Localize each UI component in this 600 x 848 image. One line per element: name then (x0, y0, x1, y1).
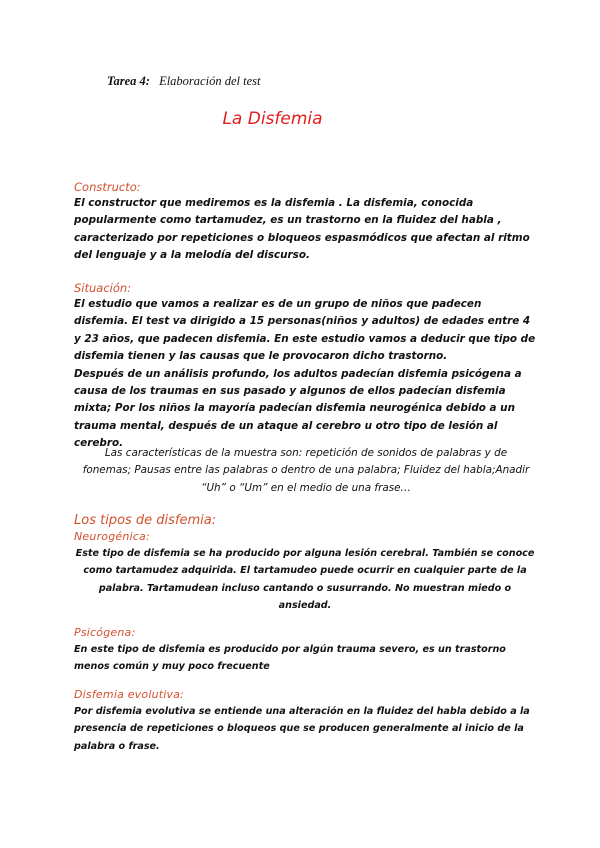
task-label: Tarea 4: (107, 74, 150, 88)
neurogenica-text (74, 545, 536, 615)
constructo-text (74, 195, 536, 265)
task-header (107, 74, 260, 89)
situacion-characteristics (80, 445, 532, 497)
tipos-heading: Los tipos de disfemia: (74, 513, 217, 528)
psicogena-paragraph: En este tipo de disfemia es producido por algún trauma severo, es un trastorno menos común y muy poco frecuente (74, 644, 506, 673)
neurogenica-paragraph: Este tipo de disfemia se ha producido por alguna lesión cerebral. También se conoce como tartamudez adquirida. El tartamudeo puede ocurrir en cualquier parte de la palabra. Tartamudean incluso cantando o susurrando. No muestran miedo o ansiedad. (75, 548, 535, 612)
task-title: Elaboración del test (159, 74, 261, 88)
neurogenica-heading: Neurogénica: (74, 530, 150, 543)
constructo-heading: Constructo: (74, 180, 141, 194)
psicogena-heading: Psicógena: (74, 626, 136, 639)
document-title: La Disfemia (222, 109, 323, 129)
constructo-paragraph: El constructor que mediremos es la disfemia . La disfemia, conocida popularmente como tartamudez, es un trastorno en la fluidez del habla , caracterizado por repeticiones o bloqueos espasmódicos que afectan al ritmo del lenguaje y a la melodía del discurso. (74, 197, 530, 262)
situacion-paragraph-1: El estudio que vamos a realizar es de un grupo de niños que padecen disfemia. El test va dirigido a 15 personas(niños y adultos) de edades entre 4 y 23 años, que padecen disfemia. En este estudio vamos a deducir que tipo de disfemia tienen y las causas que le provocaron dicho trastorno. (74, 298, 536, 363)
situacion-paragraph-2: Después de un análisis profundo, los adultos padecían disfemia psicógena a causa de los traumas en sus pasado y algunos de ellos padecían disfemia mixta; Por los niños la mayoría padecían disfemia neurogénica debido a un trauma mental, después de un ataque al cerebro u otro tipo de lesión al cerebro. (74, 367, 522, 450)
evolutiva-paragraph: Por disfemia evolutiva se entiende una alteración en la fluidez del habla debido a la presencia de repeticiones o bloqueos que se producen generalmente al inicio de la palabra o frase. (74, 706, 530, 752)
situacion-heading: Situación: (74, 281, 132, 295)
situacion-paragraph-3: Las características de la muestra son: repetición de sonidos de palabras y de fonemas; Pausas entre las palabras o dentro de una palabra; Fluidez del habla;Anadir “Uh” o “Um” en el medio de una frase… (82, 447, 530, 494)
situacion-text (74, 296, 536, 453)
evolutiva-text (74, 703, 536, 755)
evolutiva-heading: Disfemia evolutiva: (74, 688, 185, 701)
psicogena-text (74, 641, 536, 676)
